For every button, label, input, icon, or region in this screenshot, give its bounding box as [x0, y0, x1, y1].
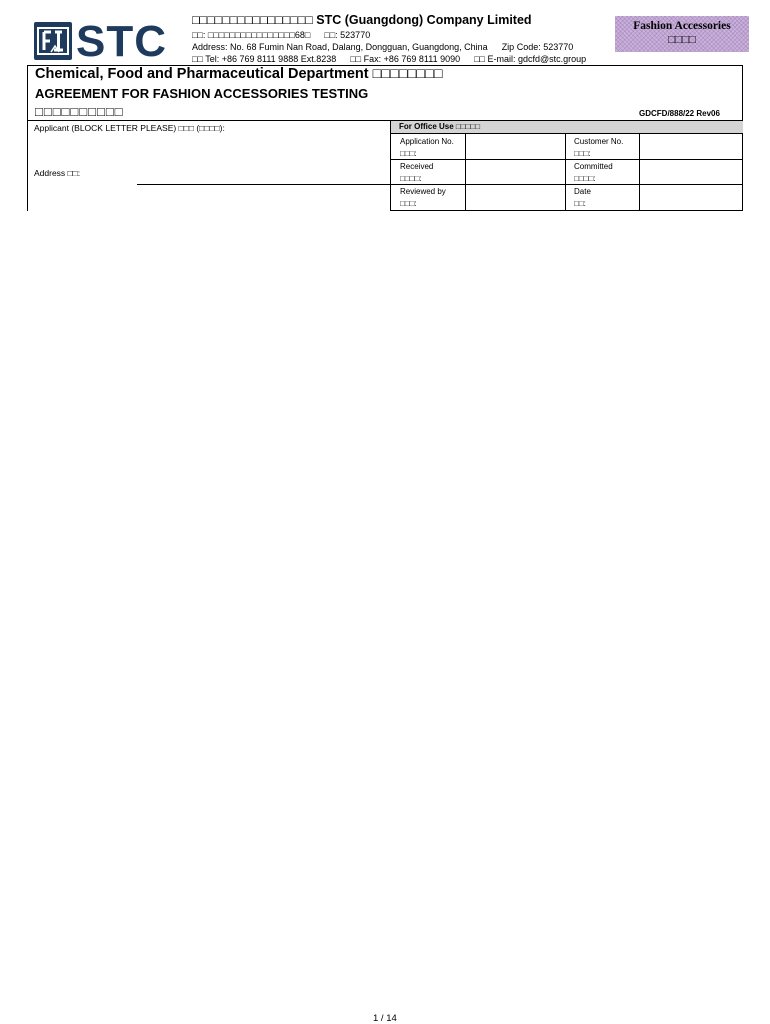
category-badge: [615, 16, 749, 52]
tel: □□ Tel: +86 769 8111 9888 Ext.8238: [192, 54, 337, 64]
reviewed-by-label: [391, 185, 465, 210]
application-no-field[interactable]: [466, 135, 565, 159]
label-en: Committed: [574, 162, 613, 171]
divider: [391, 210, 743, 211]
label-en: Customer No.: [574, 137, 624, 146]
label-en: Application No.: [400, 137, 454, 146]
agreement-title: AGREEMENT FOR FASHION ACCESSORIES TESTING: [35, 86, 369, 101]
label-en: Received: [400, 162, 434, 171]
address-en: Address: No. 68 Fumin Nan Road, Dalang, Dongguan, Guangdong, China: [192, 42, 488, 52]
badge-line1: Fashion Accessories: [633, 20, 731, 32]
customer-no-label: [565, 135, 639, 159]
label-cn: □□□:: [574, 149, 591, 158]
postcode-cn: □□: 523770: [324, 30, 371, 40]
form-code: GDCFD/888/22 Rev06: [639, 109, 720, 118]
logo-text: STC: [76, 17, 167, 66]
label-cn: □□□:: [400, 199, 417, 208]
customer-no-field[interactable]: [640, 135, 742, 159]
address-cn-line: [192, 30, 384, 40]
reviewed-by-field[interactable]: [466, 185, 565, 210]
label-cn: □□:: [574, 199, 586, 208]
company-name: □□□□□□□□□□□□□□□□ STC (Guangdong) Company Limited: [192, 13, 532, 27]
label-cn: □□□:: [400, 149, 417, 158]
contact-line: [192, 54, 600, 64]
label-cn: □□□□:: [574, 174, 596, 183]
badge-line2: □□□□: [668, 34, 696, 46]
stc-logo-icon: [34, 22, 72, 60]
label-en: Reviewed by: [400, 187, 446, 196]
divider: [742, 134, 743, 210]
office-use-header: For Office Use □□□□□: [391, 121, 743, 134]
email-link[interactable]: □□ E-mail: gdcfd@stc.group: [474, 54, 587, 64]
zip-en: Zip Code: 523770: [501, 42, 574, 52]
received-label: [391, 160, 465, 184]
fax: □□ Fax: +86 769 8111 9090: [350, 54, 461, 64]
address-label: Address □□:: [34, 168, 81, 178]
label-en: Date: [574, 187, 591, 196]
committed-field[interactable]: [640, 160, 742, 184]
application-no-label: [391, 135, 465, 159]
page-number: 1 / 14: [373, 1013, 397, 1024]
agreement-title-cn: □□□□□□□□□□: [35, 104, 124, 119]
office-use-table: [390, 121, 743, 211]
applicant-label: Applicant (BLOCK LETTER PLEASE) □□□ (□□□□):: [34, 123, 225, 133]
label-cn: □□□□:: [400, 174, 422, 183]
received-field[interactable]: [466, 160, 565, 184]
department-title: Chemical, Food and Pharmaceutical Department □□□□□□□□: [35, 66, 443, 82]
address-en-line: [192, 42, 587, 52]
address-cn: □□: □□□□□□□□□□□□□□□□68□: [192, 30, 311, 40]
date-label: [565, 185, 639, 210]
stc-logo: [34, 17, 180, 66]
address-field-line[interactable]: [137, 184, 390, 185]
committed-label: [565, 160, 639, 184]
date-field[interactable]: [640, 185, 742, 210]
